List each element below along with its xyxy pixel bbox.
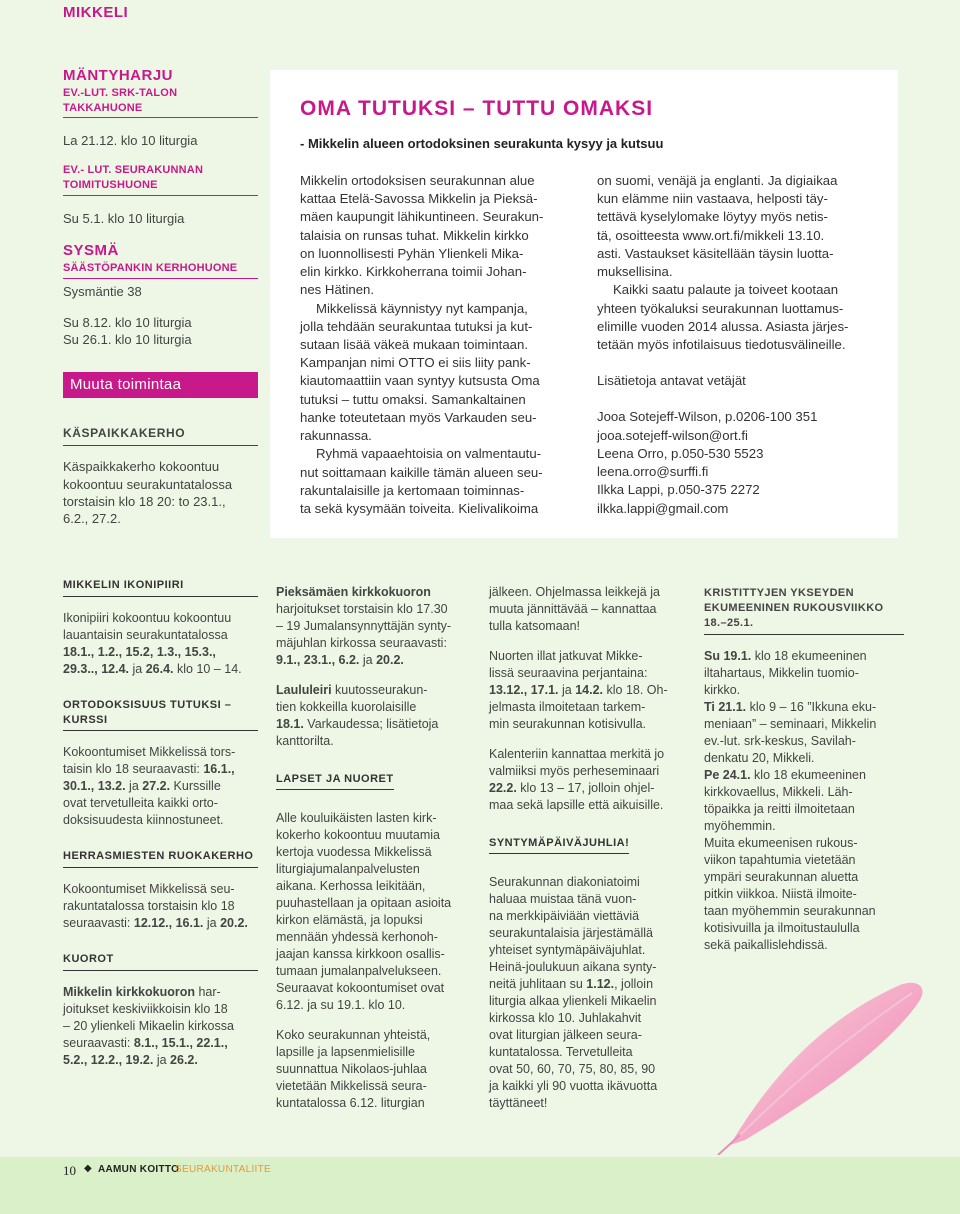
contact-line: Ilkka Lappi, p.050-375 2272: [597, 482, 760, 498]
text-line: ovat liturgian jälkeen seura-: [489, 1027, 642, 1042]
article-column-1: [300, 172, 590, 518]
heading-line: ORTODOKSISUUS TUTUKSI –: [63, 698, 232, 711]
text-span: klo 18 ekumeeninen: [750, 767, 866, 782]
bold-span: Laululeiri: [276, 683, 332, 697]
text-span: ja: [153, 1052, 171, 1067]
text-line: muuta jännittävää – kannattaa: [489, 602, 657, 616]
text-span: ja: [129, 661, 146, 676]
town-mantyharju: MÄNTYHARJU: [63, 67, 173, 84]
venue-heading: SÄÄSTÖPANKIN KERHOHUONE: [63, 261, 258, 279]
text-line: nut soittamaan kaikille tämän alueen seu-: [300, 464, 543, 480]
text-span: klo 13 – 17, jolloin ohjel-: [516, 781, 655, 795]
text-span: ja: [558, 683, 576, 697]
text-line: 6.12. ja su 19.1. klo 10.: [276, 997, 406, 1012]
heading-kuorot: KUOROT: [63, 952, 258, 971]
diamond-icon: ◆: [84, 1163, 92, 1174]
date-span: Su 19.1.: [704, 648, 752, 663]
heading-line: KRISTITTYJEN YKSEYDEN: [704, 587, 855, 599]
left-column: [63, 66, 258, 527]
venue-heading: EV.-LUT. SRK-TALON TAKKAHUONE: [63, 86, 258, 118]
text-line: [276, 716, 476, 733]
text-line: sutaan lisää väkeä mukaan toimintaan.: [300, 336, 528, 352]
date-span: 18.1.: [276, 717, 304, 731]
text-line: [63, 1052, 258, 1069]
heading-kaspaikkakerho: KÄSPAIKKAKERHO: [63, 426, 258, 446]
page-number: 10: [63, 1163, 76, 1178]
text-line: jälkeen. Ohjelmassa leikkejä ja: [489, 585, 660, 599]
heading-line: KURSSI: [63, 713, 258, 731]
text-line: [276, 584, 476, 601]
text-line: rakuntalaisille ja kertomaan toiminnas-: [300, 482, 525, 498]
date-span: 12.12., 16.1.: [133, 915, 204, 930]
date-span: 30.1., 13.2.: [63, 778, 126, 793]
heading-syntymapaivajuhlia: SYNTYMÄPÄIVÄJUHLIA!: [489, 836, 629, 854]
text-line: – 19 Jumalansynnyttäjän synty-: [276, 619, 452, 633]
text-line: Ryhmä vapaaehtoisia on valmentautu-: [316, 446, 542, 462]
lower-column-4: [704, 586, 904, 954]
text-line: kattaa Etelä-Savossa Mikkelin ja Pieksä-: [300, 191, 538, 207]
text-line: [704, 767, 904, 784]
contact-line: Jooa Sotejeff-Wilson, p.0206-100 351: [597, 409, 818, 425]
venue-heading-line: EV.- LUT. SEURAKUNNAN: [63, 164, 204, 177]
text-line: maa sekä lapsille että aikuisille.: [489, 798, 664, 812]
text-line: harjoitukset torstaisin klo 17.30: [276, 602, 448, 616]
text-line: tulla katsomaan!: [489, 619, 581, 633]
date-span: 5.2., 12.2., 19.2.: [63, 1052, 154, 1067]
text-span: neitä juhlitaan su: [489, 976, 587, 991]
body-line: torstaisin klo 18 20: to 23.1.,: [63, 493, 226, 509]
text-line: 18.1., 1.2., 15.2, 1.3., 15.3.,: [63, 644, 216, 659]
text-span: ja: [359, 653, 377, 667]
supplement-name: SEURAKUNTALIITE: [175, 1164, 271, 1175]
service-line: Su 5.1. klo 10 liturgia: [63, 210, 185, 226]
heading-ortodoksisuus: [63, 698, 258, 731]
text-line: Alle kouluikäisten lasten kirk-: [276, 810, 437, 825]
text-line: kiautomaattiin vaan syntyy kutsusta Oma: [300, 373, 540, 389]
text-line: [489, 976, 694, 993]
text-span: ja: [125, 778, 143, 793]
text-line: ta sekä kysymään toiveita. Kielivalikoima: [300, 500, 539, 516]
date-span: 16.1.,: [203, 761, 235, 776]
bold-span: Pieksämäen kirkkokuoron: [276, 585, 431, 599]
text-line: liturgiajumalanpalvelusten: [276, 861, 420, 876]
contact-email[interactable]: ilkka.lappi@gmail.com: [597, 500, 729, 516]
text-line: ovat 50, 60, 70, 75, 80, 85, 90: [489, 1061, 656, 1076]
text-line: [704, 699, 904, 716]
text-line: Kampanjan nimi OTTO ei siis liity pank-: [300, 355, 531, 371]
date-span: 29.3.., 12.4.: [63, 661, 130, 676]
address: Sysmäntie 38: [63, 283, 142, 299]
contact-email[interactable]: leena.orro@surffi.fi: [597, 464, 709, 480]
text-line: na merkkipäiviään viettäviä: [489, 908, 640, 923]
text-line: jolla tehdään seurakuntaa tutuksi ja kut-: [300, 318, 533, 334]
text-span: seuraavasti:: [63, 915, 134, 930]
text-line: on suomi, venäjä ja englanti. Ja digiaikaa: [597, 173, 838, 188]
date-span: 27.2.: [142, 778, 171, 793]
text-line: lapsille ja lapsenmielisille: [276, 1044, 415, 1059]
text-line: on luonnollisesti Pyhän Ylienkeli Mika-: [300, 245, 524, 261]
heading-line: EKUMEENINEN RUKOUSVIIKKO: [704, 601, 884, 614]
text-line: tumaan jumalanpalvelukseen.: [276, 963, 442, 978]
text-span: Varkaudessa; lisätietoja: [303, 717, 439, 731]
article-subtitle: - Mikkelin alueen ortodoksinen seurakunta kysyy ja kutsuu: [300, 136, 664, 151]
text-line: ja kaikki yli 90 vuotta ikävuotta: [489, 1078, 658, 1093]
text-line: kirkon elämästä, ja lopuksi: [276, 912, 423, 927]
text-line: jaajan kanssa kirkkoon osallis-: [276, 946, 445, 961]
text-line: [63, 661, 258, 678]
text-line: – 20 ylienkeli Mikaelin kirkossa: [63, 1018, 234, 1033]
text-line: aikana. Kerhossa leikitään,: [276, 878, 426, 893]
venue-heading-line: TOIMITUSHUONE: [63, 179, 158, 192]
text-line: ev.-lut. srk-keskus, Savilah-: [704, 733, 856, 748]
text-line: joitukset keskiviikkoisin klo 18: [63, 1001, 228, 1016]
text-line: myöhemmin.: [704, 818, 776, 833]
date-span: Pe 24.1.: [704, 767, 751, 782]
date-span: 20.2.: [220, 915, 248, 930]
text-line: Lisätietoja antavat vetäjät: [597, 373, 746, 389]
text-line: [489, 780, 694, 797]
service-line: Su 26.1. klo 10 liturgia: [63, 332, 192, 348]
text-line: kanttorilta.: [276, 734, 334, 748]
text-line: [63, 761, 258, 778]
text-line: taan myöhemmin seurakunnan: [704, 903, 876, 918]
text-line: viikon tapahtumia vietetään: [704, 852, 856, 867]
text-line: [276, 652, 476, 669]
text-line: [489, 682, 694, 699]
heading-lapset-ja-nuoret: LAPSET JA NUORET: [276, 772, 394, 790]
text-line: hanke toteutetaan myös Varkauden seu-: [300, 409, 537, 425]
text-line: kirkko.: [704, 682, 741, 697]
text-line: asti. Vastaukset käsitellään täysin luotta-: [597, 245, 834, 261]
text-line: kotisivuilla ja ilmoitustaululla: [704, 920, 860, 935]
text-line: puuhastellaan ja opitaan asioita: [276, 895, 452, 910]
text-line: töpaikka ja reitti ilmoitetaan: [704, 801, 855, 816]
text-line: Seuraavat kokoontumiset ovat: [276, 980, 445, 995]
text-line: rakunnassa.: [300, 428, 372, 444]
body-line: kokoontuu seurakuntatalossa: [63, 476, 233, 492]
text-line: Kokoontumiset Mikkelissä seu-: [63, 881, 235, 896]
publication-name: AAMUN KOITTO: [98, 1164, 180, 1175]
text-span: kuutosseurakun-: [331, 683, 428, 697]
text-line: [63, 1035, 258, 1052]
service-line: Su 8.12. klo 10 liturgia: [63, 314, 192, 330]
text-line: Koko seurakunnan yhteistä,: [276, 1027, 431, 1042]
text-line: Kaikki saatu palaute ja toiveet kootaan: [613, 282, 839, 298]
text-line: tettävä kyselylomake löytyy myös netis-: [597, 209, 828, 225]
text-line: liturgia alkaa ylienkeli Mikaelin: [489, 993, 657, 1008]
body-line: 6.2., 27.2.: [63, 511, 121, 527]
venue-heading: [63, 163, 258, 195]
text-line: täyttäneet!: [489, 1095, 548, 1110]
text-line: lissä seuraavina perjantaina:: [489, 666, 648, 680]
lower-column-1: [63, 578, 258, 1069]
text-span: seuraavasti:: [63, 1035, 134, 1050]
section-tag: MIKKELI: [63, 4, 129, 21]
date-span: 26.2.: [170, 1052, 198, 1067]
text-line: Mikkelin ortodoksisen seurakunnan alue: [300, 173, 535, 188]
text-line: jelmasta ilmoitetaan tarkem-: [489, 700, 646, 714]
text-line: kirkkovaellus, Mikkeli. Läh-: [704, 784, 853, 799]
text-line: kirkossa klo 10. Juhlakahvit: [489, 1010, 642, 1025]
text-line: tien kokkeilla kuorolaisille: [276, 700, 417, 714]
heading-line: 18.–25.1.: [704, 616, 904, 635]
body-line: Käspaikkakerho kokoontuu: [63, 459, 220, 475]
text-line: iltahartaus, Mikkelin tuomio-: [704, 665, 859, 680]
text-line: kokerho kokoontuu muutamia: [276, 827, 440, 842]
text-line: Nuorten illat jatkuvat Mikke-: [489, 649, 643, 663]
feather-illustration: [700, 955, 940, 1155]
text-line: haluaa muistaa tänä vuon-: [489, 891, 637, 906]
text-line: meniaan” – seminaari, Mikkelin: [704, 716, 877, 731]
text-line: tutuksi – tuttu omaksi. Samankaltainen: [300, 391, 526, 407]
text-line: Mikkelissä käynnistyy nyt kampanja,: [316, 300, 528, 316]
text-line: min seurakunnan kotisivulla.: [489, 717, 647, 731]
bold-span: Mikkelin kirkkokuoron: [63, 984, 195, 999]
town-sysma: SYSMÄ: [63, 242, 119, 259]
date-span: 22.2.: [489, 781, 517, 795]
text-line: kertoja vuodessa Mikkelissä: [276, 844, 432, 859]
text-span: Kurssille: [170, 778, 221, 793]
text-line: mennään yhdessä kerhonoh-: [276, 929, 438, 944]
text-line: vietetään Mikkelissä seura-: [276, 1078, 427, 1093]
text-line: Seurakunnan diakoniatoimi: [489, 874, 640, 889]
text-line: Muita ekumeenisen rukous-: [704, 835, 858, 850]
text-line: pitkin viikkoa. Niistä ilmoite-: [704, 886, 857, 901]
date-span: 8.1., 15.1., 22.1.,: [133, 1035, 228, 1050]
text-line: [704, 648, 904, 665]
date-span: Ti 21.1.: [704, 699, 747, 714]
text-line: yhteen työkaluksi seurakunnan luottamus-: [597, 300, 844, 316]
text-line: kun elämme niin vastaava, helposti täy-: [597, 191, 828, 207]
text-span: klo 18. Oh-: [603, 683, 668, 697]
text-line: [63, 915, 258, 932]
lower-column-2: [276, 584, 476, 1112]
text-line: doksisuudesta kiinnostuneet.: [63, 812, 224, 827]
text-span: klo 18 ekumeeninen: [751, 648, 867, 663]
heading-ikonipiiri: MIKKELIN IKONIPIIRI: [63, 578, 258, 597]
text-line: rakuntatalossa torstaisin klo 18: [63, 898, 235, 913]
text-line: seurakuntalaisia järjestämällä: [489, 925, 653, 940]
banner-muuta-toimintaa: Muuta toimintaa: [63, 372, 258, 398]
date-span: 26.4.: [145, 661, 174, 676]
text-line: denkatu 20, Mikkeli.: [704, 750, 815, 765]
text-line: Ikonipiiri kokoontuu kokoontuu: [63, 610, 232, 625]
text-line: elin kirkko. Kirkkoherrana toimii Johan-: [300, 264, 527, 280]
text-line: [63, 984, 258, 1001]
text-span: har-: [194, 984, 221, 999]
text-line: nes Hätinen.: [300, 282, 375, 298]
text-line: Kalenteriin kannattaa merkitä jo: [489, 747, 665, 761]
text-line: mäen kaupungit lähikuntineen. Seurakun-: [300, 209, 544, 225]
text-line: tä, osoitteesta www.ort.fi/mikkeli 13.10.: [597, 227, 825, 243]
text-span: klo 10 – 14.: [173, 661, 242, 676]
text-line: tetään myös infotilaisuus tiedotusvälineille.: [597, 336, 846, 352]
date-span: 9.1., 23.1., 6.2.: [276, 653, 360, 667]
text-line: kuntatalossa. Tervetulleita: [489, 1044, 633, 1059]
text-line: yhteiset syntymäpäiväjuhlat.: [489, 942, 646, 957]
text-line: [276, 682, 476, 699]
date-span: 14.2.: [575, 683, 604, 697]
text-line: suunnattua Nikolaos-juhlaa: [276, 1061, 427, 1076]
text-line: ovat tervetulleita kaikki orto-: [63, 795, 218, 810]
contact-email[interactable]: jooa.sotejeff-wilson@ort.fi: [597, 427, 748, 443]
text-line: valmiiksi myös perheseminaari: [489, 764, 660, 778]
text-line: lauantaisin seurakuntatalossa: [63, 627, 228, 642]
text-line: talaisia on runsas tuhat. Mikkelin kirkko: [300, 227, 529, 243]
date-span: 20.2.: [376, 653, 404, 667]
text-span: ja: [203, 915, 221, 930]
text-line: ympäri seurakunnan aluetta: [704, 869, 859, 884]
text-line: Heinä-joulukuun aikana synty-: [489, 959, 657, 974]
text-line: Kokoontumiset Mikkelissä tors-: [63, 744, 236, 759]
text-line: kuntatalossa 6.12. liturgian: [276, 1095, 425, 1110]
text-span: , jolloin: [614, 976, 654, 991]
text-line: sekä paikallislehdissä.: [704, 937, 828, 952]
text-line: elimille vuoden 2014 alussa. Asiasta järjes-: [597, 318, 849, 334]
text-line: muksellisina.: [597, 264, 673, 280]
contact-line: Leena Orro, p.050-530 5523: [597, 445, 764, 461]
text-line: [63, 778, 258, 795]
date-span: 13.12., 17.1.: [489, 683, 559, 697]
lower-column-3: [489, 584, 694, 1112]
service-line: La 21.12. klo 10 liturgia: [63, 133, 198, 149]
article-title: OMA TUTUKSI – TUTTU OMAKSI: [300, 97, 654, 120]
text-span: klo 9 – 16 ”Ikkuna eku-: [746, 699, 877, 714]
article-column-2: [597, 172, 889, 518]
heading-ruokakerho: HERRASMIESTEN RUOKAKERHO: [63, 849, 258, 868]
text-span: taisin klo 18 seuraavasti:: [63, 761, 204, 776]
date-span: 1.12.: [586, 976, 615, 991]
text-line: mäjuhlan kirkossa seuraavasti:: [276, 636, 447, 650]
